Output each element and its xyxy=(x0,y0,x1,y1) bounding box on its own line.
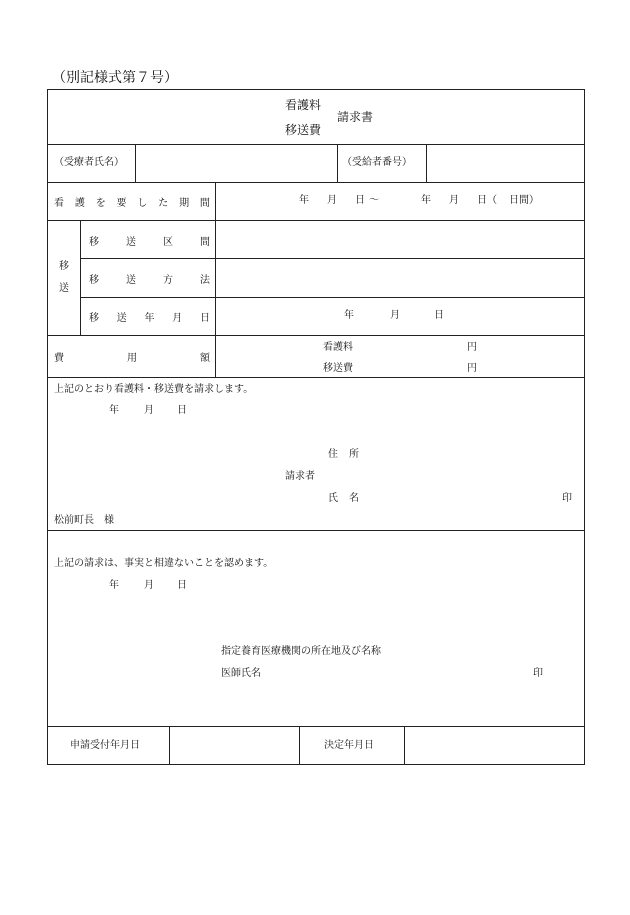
title-suffix: 請求書 xyxy=(337,110,374,124)
claim-address-char-2: 所 xyxy=(349,449,359,460)
claim-day: 日 xyxy=(177,405,187,416)
fee-yen-1: 円 xyxy=(467,342,477,353)
certify-institution-label: 指定養育医療機関の所在地及び名称 xyxy=(221,646,381,657)
claim-year: 年 xyxy=(109,405,119,416)
fee-transport-label: 移送費 xyxy=(323,363,353,374)
recipient-number-label: （受給者番号） xyxy=(342,157,412,168)
transport-date-month: 月 xyxy=(390,310,400,321)
period-tilde: 〜 xyxy=(369,195,379,206)
certify-month: 月 xyxy=(144,580,154,591)
transport-date-day: 日 xyxy=(434,310,444,321)
claimant-label: 請求者 xyxy=(285,471,315,482)
claim-addressee: 松前町長 様 xyxy=(54,515,114,526)
decided-date-label: 決定年月日 xyxy=(324,740,374,751)
certify-year: 年 xyxy=(109,580,119,591)
certify-statement: 上記の請求は、事実と相違ないことを認めます。 xyxy=(54,558,274,569)
claim-form xyxy=(47,89,585,765)
claim-statement: 上記のとおり看護料・移送費を請求します。 xyxy=(54,384,254,395)
title-nursing: 看護料 xyxy=(285,98,322,112)
claim-name-char-1: 氏 xyxy=(328,493,338,504)
period-day-2: 日（ xyxy=(477,195,497,206)
patient-name-label: （受療者氏名） xyxy=(54,157,124,168)
transport-side-label-2: 送 xyxy=(59,283,69,294)
period-days: 日間） xyxy=(509,195,539,206)
nursing-period-label: 看 護 を 要 し た 期 間 xyxy=(54,197,210,209)
transport-date-year: 年 xyxy=(344,310,354,321)
transport-date-label: 移 送 年 月 日 xyxy=(89,312,210,324)
claim-name-char-2: 名 xyxy=(349,493,359,504)
transport-method-label: 移 送 方 法 xyxy=(89,274,210,286)
received-date-label: 申請受付年月日 xyxy=(70,740,140,751)
period-month-1: 月 xyxy=(327,195,337,206)
fee-amount-label: 費 用 額 xyxy=(54,352,210,364)
form-number-label: （別記様式第７号） xyxy=(52,70,178,86)
title-transport: 移送費 xyxy=(285,123,322,137)
certify-doctor-label: 医師氏名 xyxy=(221,668,261,679)
transport-section-label: 移 送 区 間 xyxy=(89,236,210,248)
fee-yen-2: 円 xyxy=(467,363,477,374)
fee-nursing-label: 看護料 xyxy=(323,342,353,353)
certify-day: 日 xyxy=(177,580,187,591)
transport-side-label-1: 移 xyxy=(59,261,69,272)
claim-seal: 印 xyxy=(562,493,572,504)
period-month-2: 月 xyxy=(449,195,459,206)
certify-seal: 印 xyxy=(533,668,543,679)
claim-month: 月 xyxy=(144,405,154,416)
period-year-1: 年 xyxy=(299,195,309,206)
claim-address-char-1: 住 xyxy=(328,449,338,460)
period-year-2: 年 xyxy=(421,195,431,206)
period-day-1: 日 xyxy=(355,195,365,206)
